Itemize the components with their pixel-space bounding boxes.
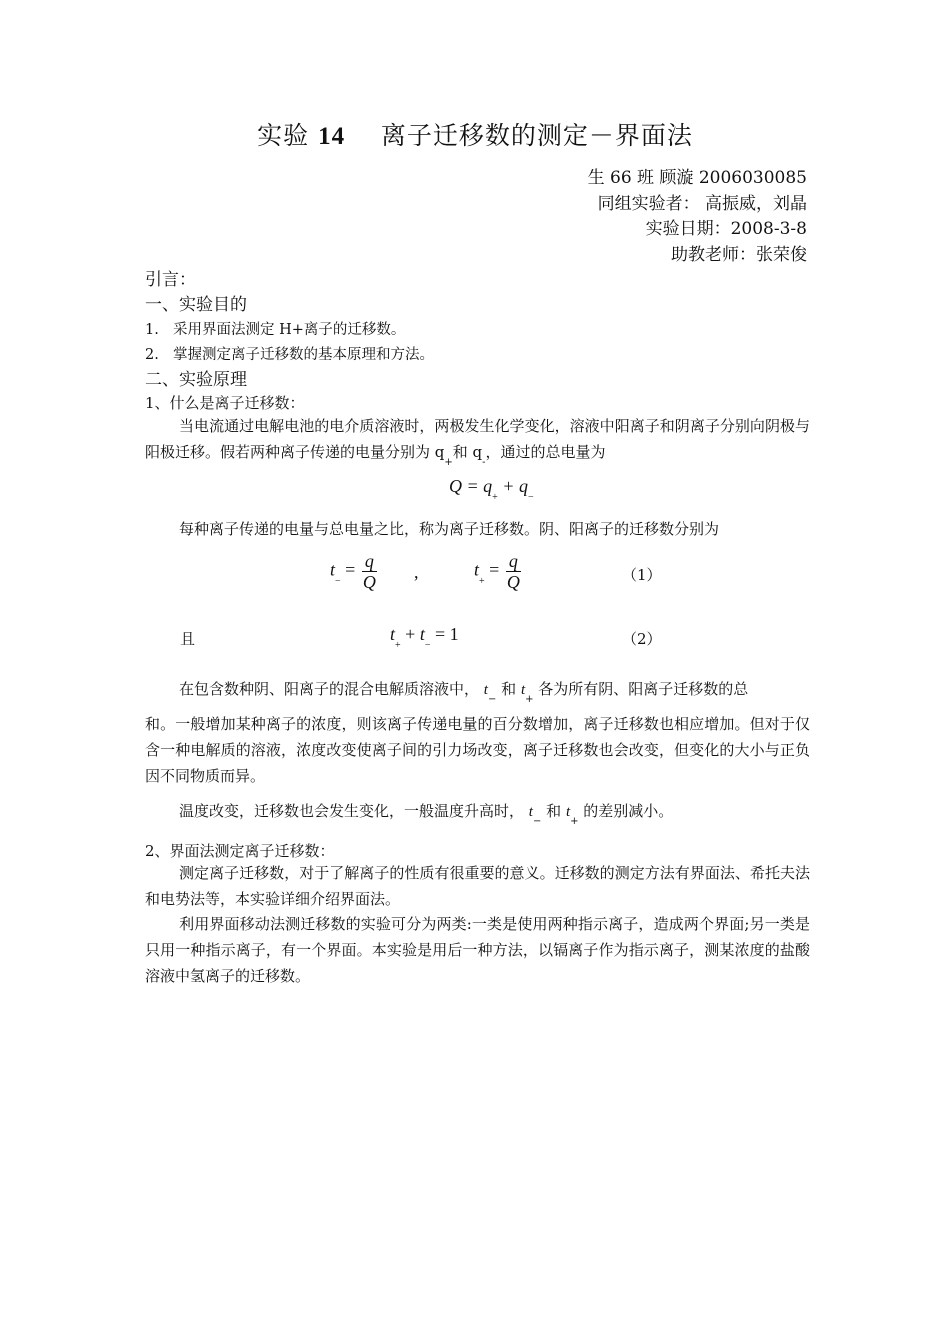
p1-text-b: 和 q (452, 443, 483, 461)
paragraph-5: 测定离子迁移数，对于了解离子的性质有很重要的意义。迁移数的测定方法有界面法、希托夫法和电势法等，本实验详细介绍界面法。 (145, 864, 810, 908)
title-number: 14 (318, 123, 346, 150)
list-item-number: 1. (145, 322, 159, 338)
p1-text-c: ，通过的总电量为 (485, 443, 606, 461)
subsection2-heading: 2、界面法测定离子迁移数： (145, 842, 335, 860)
paragraph-1 (145, 413, 810, 468)
p1-text-a: 当电流通过电解电池的电介质溶液时，两极发生化学变化，溶液中阳离子和阴离子分别向阴极与阳极迁移。假若两种离子传递的电量分别为 q (145, 417, 810, 461)
list-item-text: 掌握测定离子迁移数的基本原理和方法。 (173, 347, 434, 363)
section1-heading: 一、实验目的 (145, 295, 247, 315)
paragraph-3-rest: 和。一般增加某种离子的浓度，则该离子传递电量的百分数增加，离子迁移数也相应增加。但对于仅含一种电解质的溶液，浓度改变使离子间的引力场改变，离子迁移数也会改变，但变化的大小与正负因不同物质而异。 (145, 715, 810, 785)
paragraph-2: 每种离子传递的电量与总电量之比，称为离子迁移数。阴、阳离子的迁移数分别为 (179, 520, 720, 538)
equation-comma: , (414, 562, 419, 582)
list-item-text: 采用界面法测定 H+离子的迁移数。 (173, 322, 406, 338)
list-item (145, 343, 434, 364)
equation-t-minus: $t_-$ = $\frac{q}{Q}$ (330, 551, 376, 592)
subsection1-heading: 1、什么是离子迁移数： (145, 394, 305, 412)
student-info: 生 66 班 顾漩 2006030085 (587, 168, 807, 188)
partners-info: 同组实验者： 高振威，刘晶 (597, 193, 807, 214)
q-minus-subscript: - (482, 457, 486, 468)
paragraph-6: 利用界面移动法测迁移数的实验可分为两类:一类是使用两种指示离子，造成两个界面;另一类是只用一种指示离子，有一个界面。本实验是用后一种方法，以镉离子作为指示离子，测某浓度的盐酸溶液中氢离子的迁移数。 (145, 915, 810, 985)
list-item (145, 318, 405, 339)
experiment-date: 实验日期：2008-3-8 (645, 219, 807, 239)
equation-1-tag: （1） (622, 566, 662, 584)
list-item-number: 2. (145, 347, 159, 363)
equation-2-tag: （2） (622, 630, 662, 648)
equation-2: $t_+ + t_- = 1$ (390, 624, 459, 651)
page-title (0, 116, 950, 152)
equation-t-plus: $t_+$ = $\frac{q}{Q}$ (474, 551, 520, 592)
title-text: 离子迁移数的测定－界面法 (380, 121, 693, 150)
total-charge-equation: $Q = q_+ + q_-$ (449, 476, 534, 503)
title-prefix: 实验 (257, 121, 310, 150)
author-block (588, 166, 807, 268)
paragraph-4: 温度改变，迁移数也会发生变化，一般温度升高时， $t_-$ 和 $t_+$ 的差别减小。 (179, 802, 674, 827)
q-plus-subscript: + (444, 457, 453, 468)
equation-2-lead: 且 (180, 630, 196, 648)
intro-label: 引言： (145, 270, 196, 290)
paragraph-3-line1: 在包含数种阴、阳离子的混合电解质溶液中， $t_-$ 和 $t_+$ 各为所有阴、阳离子迁移数的总 (179, 680, 749, 705)
section2-heading: 二、实验原理 (145, 370, 247, 390)
teaching-assistant: 助教老师：张荣俊 (671, 244, 807, 265)
